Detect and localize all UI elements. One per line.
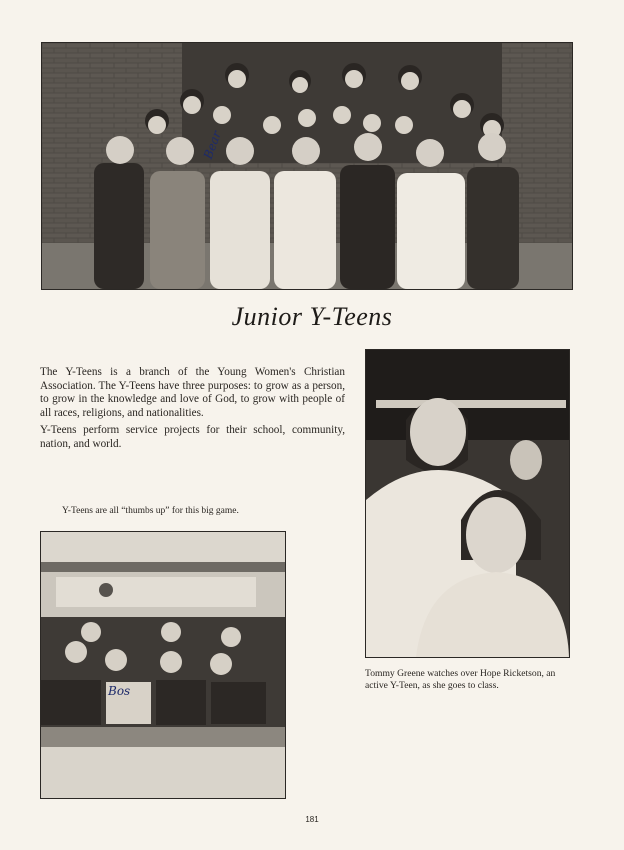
group-photo xyxy=(41,42,573,290)
couple-photo xyxy=(365,349,570,658)
body-paragraph: The Y-Teens is a branch of the Young Women's Christian Association. The Y-Teens have three purposes: to grow as a person, to grow in the knowledge and love of God, to grow with people of all races, religions, and nationalities. xyxy=(40,366,345,419)
caption-couple: Tommy Greene watches over Hope Ricketson, an active Y-Teen, as she goes to class. xyxy=(365,668,556,691)
signature-scribble: Bear xyxy=(200,129,224,161)
caption-game: Y-Teens are all “thumbs up” for this big game. xyxy=(62,506,239,516)
body-text xyxy=(40,366,345,456)
body-paragraph: Y-Teens perform service projects for their school, community, nation, and world. xyxy=(40,424,345,450)
thumbs-up-photo xyxy=(40,531,286,799)
ink-scribble: Bos xyxy=(108,684,131,698)
page-title: Junior Y-Teens xyxy=(231,302,393,331)
page-number: 181 xyxy=(305,815,319,824)
